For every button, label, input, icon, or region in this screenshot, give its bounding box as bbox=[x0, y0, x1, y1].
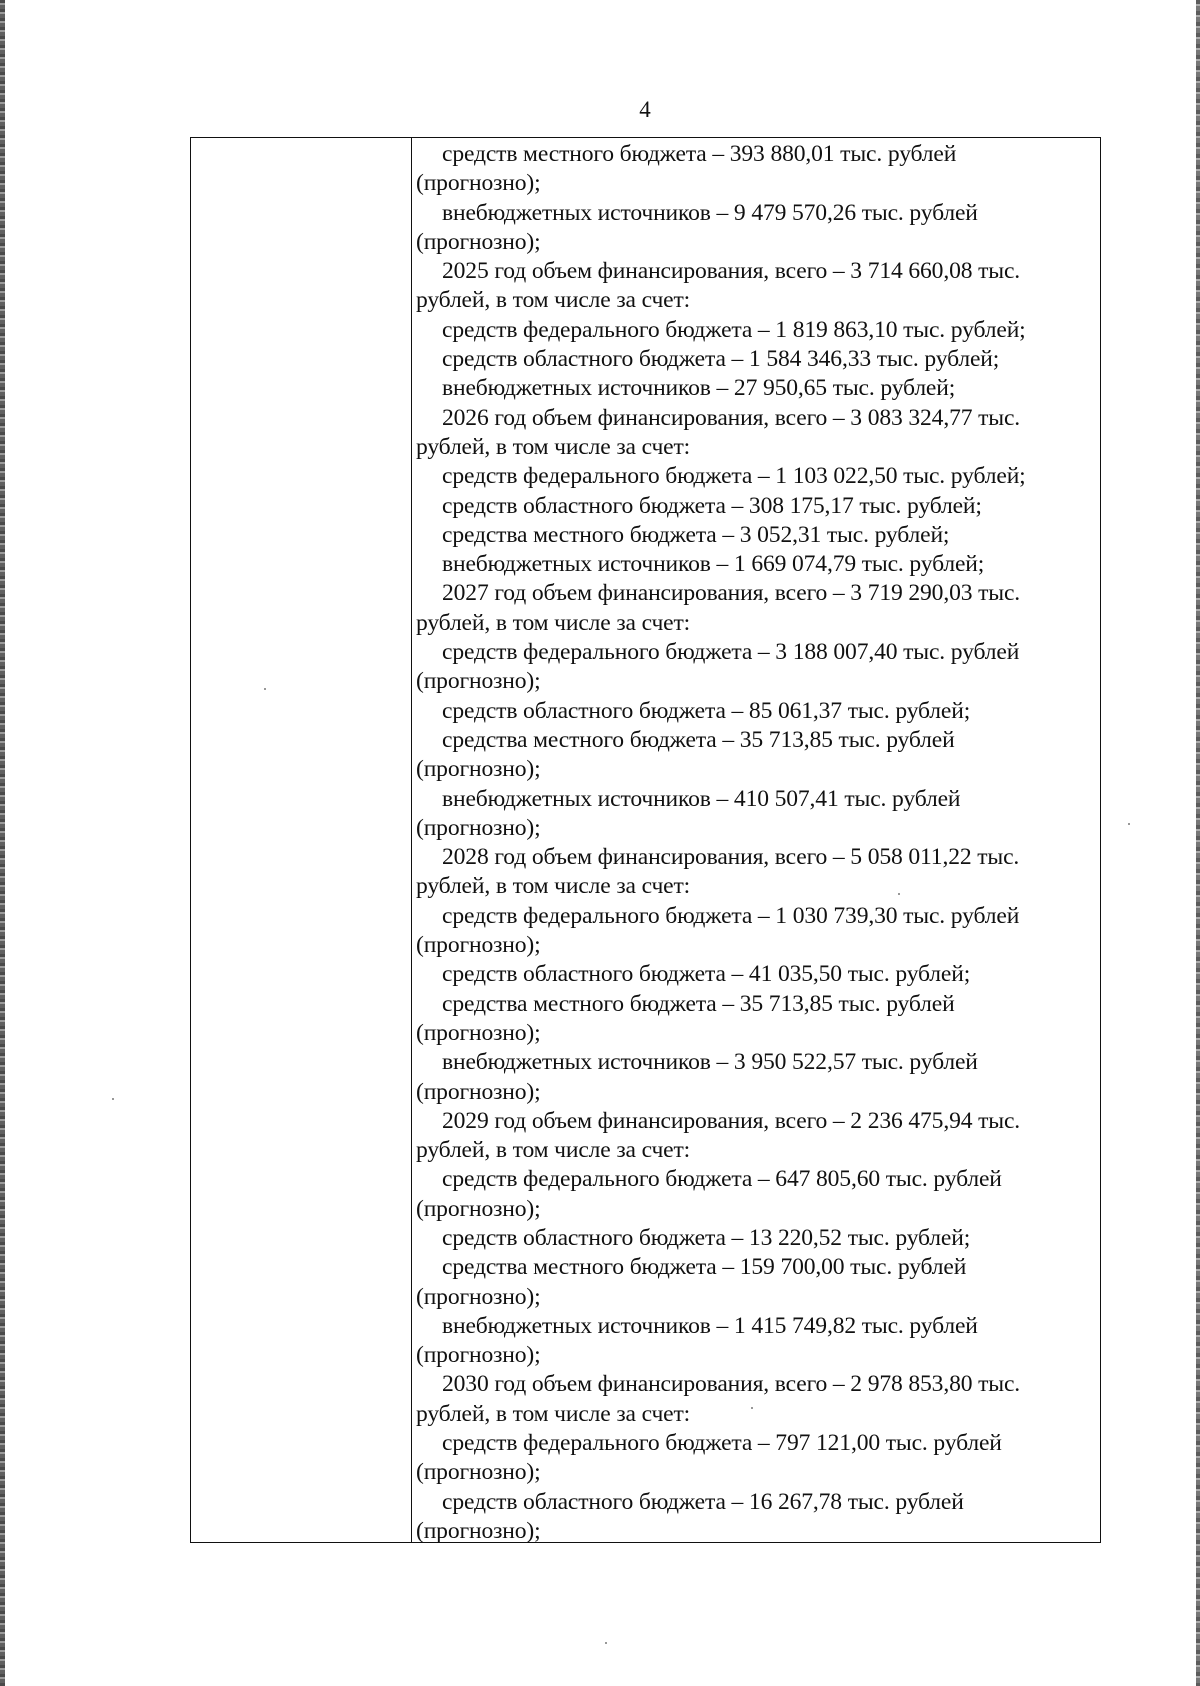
funding-table bbox=[190, 137, 1101, 1543]
text-line: 2029 год объем финансирования, всего – 2 236 475,94 тыс. bbox=[442, 1107, 1021, 1134]
scan-speck bbox=[1128, 823, 1130, 825]
text-line: (прогнозно); bbox=[416, 668, 541, 695]
text-line: (прогнозно); bbox=[416, 1342, 541, 1369]
text-line: средств федерального бюджета – 797 121,00 тыс. рублей bbox=[442, 1430, 1002, 1457]
text-line: внебюджетных источников – 410 507,41 тыс. рублей bbox=[442, 785, 961, 812]
text-line: средств областного бюджета – 1 584 346,33 тыс. рублей; bbox=[442, 346, 1000, 373]
table-left-cell bbox=[191, 138, 412, 1542]
text-line: (прогнозно); bbox=[416, 1283, 541, 1310]
text-line: 2026 год объем финансирования, всего – 3 083 324,77 тыс. bbox=[442, 404, 1021, 431]
text-line: средств областного бюджета – 308 175,17 тыс. рублей; bbox=[442, 492, 982, 519]
text-line: (прогнозно); bbox=[416, 228, 541, 255]
text-line: (прогнозно); bbox=[416, 932, 541, 959]
text-line: средства местного бюджета – 3 052,31 тыс. рублей; bbox=[442, 521, 950, 548]
text-line: (прогнозно); bbox=[416, 170, 541, 197]
table-right-cell bbox=[412, 138, 1100, 1542]
text-line: средств федерального бюджета – 1 103 022,50 тыс. рублей; bbox=[442, 463, 1026, 490]
text-line: (прогнозно); bbox=[416, 1195, 541, 1222]
scan-edge-left bbox=[0, 0, 5, 1686]
text-line: внебюджетных источников – 1 669 074,79 тыс. рублей; bbox=[442, 551, 985, 578]
text-line: (прогнозно); bbox=[416, 756, 541, 783]
text-line: внебюджетных источников – 27 950,65 тыс. рублей; bbox=[442, 375, 956, 402]
text-line: рублей, в том числе за счет: bbox=[416, 433, 691, 460]
text-line: (прогнозно); bbox=[416, 1078, 541, 1105]
text-line: (прогнозно); bbox=[416, 1459, 541, 1486]
text-line: средств федерального бюджета – 1 819 863,10 тыс. рублей; bbox=[442, 316, 1026, 343]
text-line: 2028 год объем финансирования, всего – 5 058 011,22 тыс. bbox=[442, 844, 1020, 871]
text-line: средств областного бюджета – 16 267,78 тыс. рублей bbox=[442, 1488, 964, 1515]
scan-speck bbox=[751, 1407, 753, 1409]
text-line: (прогнозно); bbox=[416, 1019, 541, 1046]
text-line: средств областного бюджета – 41 035,50 тыс. рублей; bbox=[442, 961, 971, 988]
scan-speck bbox=[898, 893, 900, 895]
scan-speck bbox=[264, 688, 266, 690]
scan-speck bbox=[605, 1642, 607, 1644]
text-line: (прогнозно); bbox=[416, 814, 541, 841]
text-line: внебюджетных источников – 1 415 749,82 тыс. рублей bbox=[442, 1312, 978, 1339]
text-line: средств федерального бюджета – 1 030 739,30 тыс. рублей bbox=[442, 902, 1020, 929]
text-line: рублей, в том числе за счет: bbox=[416, 609, 691, 636]
text-line: средств местного бюджета – 393 880,01 тыс. рублей bbox=[442, 141, 957, 167]
text-line: средств федерального бюджета – 647 805,60 тыс. рублей bbox=[442, 1166, 1002, 1193]
text-line: рублей, в том числе за счет: bbox=[416, 287, 691, 314]
text-line: 2025 год объем финансирования, всего – 3 714 660,08 тыс. bbox=[442, 258, 1021, 285]
text-line: средства местного бюджета – 35 713,85 тыс. рублей bbox=[442, 726, 955, 753]
text-line: (прогнозно); bbox=[416, 1517, 541, 1542]
text-line: средств областного бюджета – 13 220,52 тыс. рублей; bbox=[442, 1224, 971, 1251]
text-line: рублей, в том числе за счет: bbox=[416, 873, 691, 900]
scan-speck bbox=[112, 1098, 114, 1100]
scan-edge-right bbox=[1196, 0, 1200, 1686]
text-line: внебюджетных источников – 9 479 570,26 тыс. рублей bbox=[442, 199, 978, 226]
text-line: средств областного бюджета – 85 061,37 тыс. рублей; bbox=[442, 697, 971, 724]
text-line: средства местного бюджета – 35 713,85 тыс. рублей bbox=[442, 990, 955, 1017]
text-line: средств федерального бюджета – 3 188 007,40 тыс. рублей bbox=[442, 639, 1020, 666]
text-line: рублей, в том числе за счет: bbox=[416, 1137, 691, 1164]
text-line: 2027 год объем финансирования, всего – 3 719 290,03 тыс. bbox=[442, 580, 1021, 607]
text-line: рублей, в том числе за счет: bbox=[416, 1400, 691, 1427]
page-number: 4 bbox=[639, 97, 651, 122]
text-line: внебюджетных источников – 3 950 522,57 тыс. рублей bbox=[442, 1049, 978, 1076]
text-line: 2030 год объем финансирования, всего – 2 978 853,80 тыс. bbox=[442, 1371, 1021, 1398]
text-line: средства местного бюджета – 159 700,00 тыс. рублей bbox=[442, 1254, 967, 1281]
